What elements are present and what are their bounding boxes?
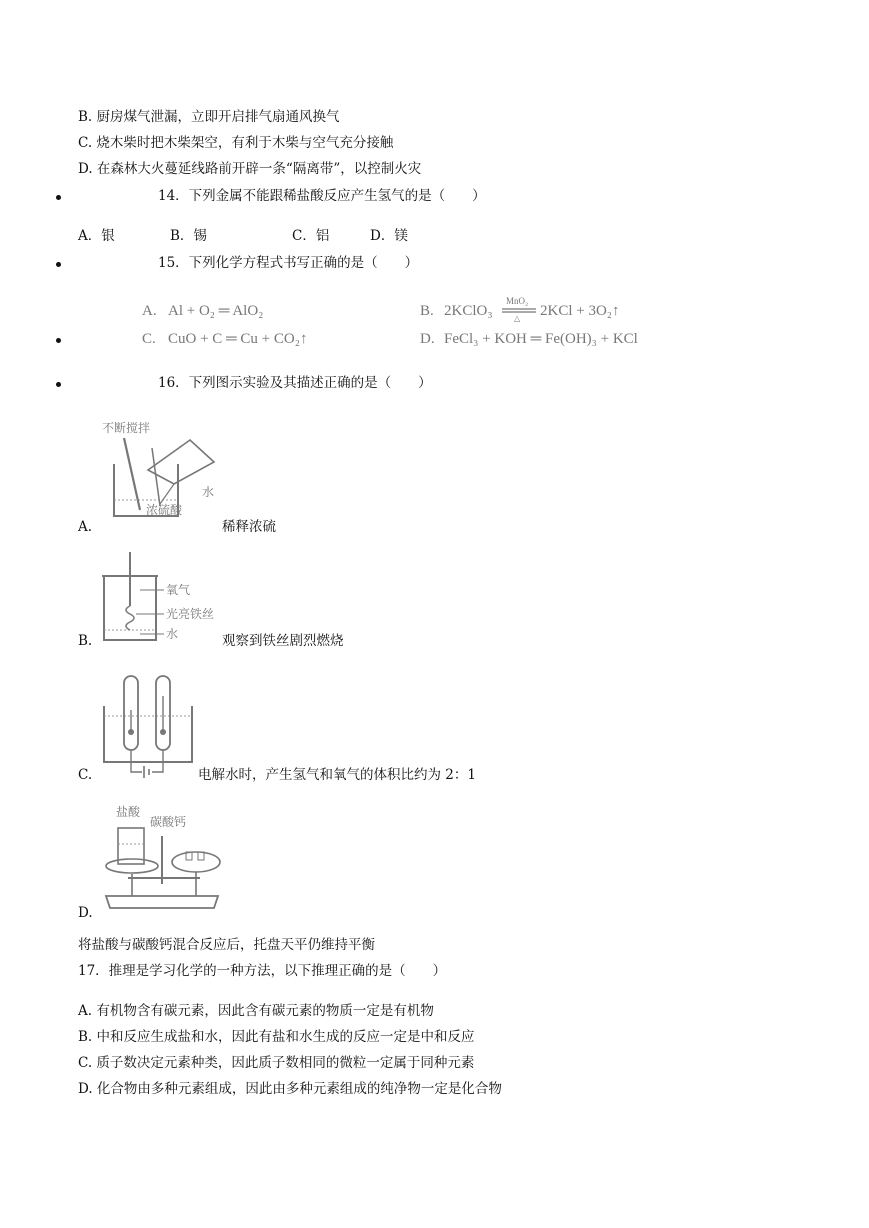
- q15-b-heat: △: [514, 314, 521, 323]
- bullet-q15: [56, 262, 61, 267]
- q14-option-a: A．银: [78, 228, 115, 244]
- q16-a-figure: [100, 418, 222, 522]
- q16-c-figure: [100, 670, 196, 780]
- q16-c-label: C.: [78, 767, 93, 783]
- q15-b-label: B.: [420, 303, 434, 319]
- fig-b-label-water: 水: [166, 627, 179, 641]
- fig-a-label-stir: 不断搅拌: [102, 421, 151, 435]
- q13-option-b: B. 厨房煤气泄漏，立即开启排气扇通风换气: [78, 109, 340, 125]
- q15-equations-left: [140, 293, 380, 351]
- q16-a-description: 稀释浓硫: [222, 519, 276, 535]
- q15-b-catalyst: MnO₂: [506, 296, 529, 306]
- q13-option-d: D. 在森林大火蔓延线路前开辟一条“隔离带”，以控制火灾: [78, 161, 422, 177]
- q16-d-label: D.: [78, 905, 93, 921]
- fig-a-label-acid: 浓硫酸: [146, 503, 183, 517]
- q16-b-label: B.: [78, 633, 93, 649]
- q14-option-c: C．铝: [292, 228, 330, 244]
- q14-stem: 14．下列金属不能跟稀盐酸反应产生氢气的是（ ）: [158, 188, 486, 204]
- fig-d-label-carbonate: 碳酸钙: [150, 815, 187, 829]
- bullet-q16: [56, 382, 61, 387]
- q14-option-d: D．镁: [370, 228, 408, 244]
- q16-b-figure: [100, 548, 224, 644]
- q16-d-figure: [100, 800, 226, 914]
- q16-a-label: A.: [78, 519, 93, 535]
- fig-b-label-wire: 光亮铁丝: [166, 607, 215, 621]
- q15-a-label: A.: [142, 303, 157, 319]
- bullet-q15-options: [56, 338, 61, 343]
- q15-d-label: D.: [420, 331, 435, 347]
- q15-equations-right: [418, 293, 663, 351]
- q15-stem: 15．下列化学方程式书写正确的是（ ）: [158, 255, 419, 271]
- q16-d-description: 将盐酸与碳酸钙混合反应后，托盘天平仍维持平衡: [78, 937, 375, 953]
- q17-option-c: C. 质子数决定元素种类，因此质子数相同的微粒一定属于同种元素: [78, 1055, 475, 1071]
- q17-option-a: A. 有机物含有碳元素，因此含有碳元素的物质一定是有机物: [78, 1003, 434, 1019]
- fig-d-label-acid: 盐酸: [116, 805, 141, 819]
- q17-stem: 17．推理是学习化学的一种方法，以下推理正确的是（ ）: [78, 963, 447, 979]
- q15-c-equation: CuO + C ═ Cu + CO₂↑: [168, 331, 308, 347]
- fig-b-label-oxygen: 氧气: [166, 583, 191, 597]
- bullet-q14: [56, 195, 61, 200]
- q16-b-description: 观察到铁丝剧烈燃烧: [222, 633, 344, 649]
- q16-stem: 16．下列图示实验及其描述正确的是（ ）: [158, 375, 432, 391]
- q15-b-right: 2KCl + 3O₂↑: [540, 303, 620, 319]
- q17-option-b: B. 中和反应生成盐和水，因此有盐和水生成的反应一定是中和反应: [78, 1029, 475, 1045]
- q15-c-label: C.: [142, 331, 156, 347]
- q13-option-c: C. 烧木柴时把木柴架空，有利于木柴与空气充分接触: [78, 135, 394, 151]
- q15-a-equation: Al + O₂ ═ AlO₂: [168, 303, 264, 319]
- q14-option-b: B．锡: [170, 228, 207, 244]
- q16-c-description: 电解水时，产生氢气和氧气的体积比约为 2：1: [198, 767, 476, 783]
- q15-d-equation: FeCl₃ + KOH ═ Fe(OH)₃ + KCl: [444, 331, 638, 347]
- q15-b-left: 2KClO₃: [444, 303, 493, 319]
- fig-a-label-water: 水: [202, 485, 215, 499]
- q17-option-d: D. 化合物由多种元素组成，因此由多种元素组成的纯净物一定是化合物: [78, 1081, 502, 1097]
